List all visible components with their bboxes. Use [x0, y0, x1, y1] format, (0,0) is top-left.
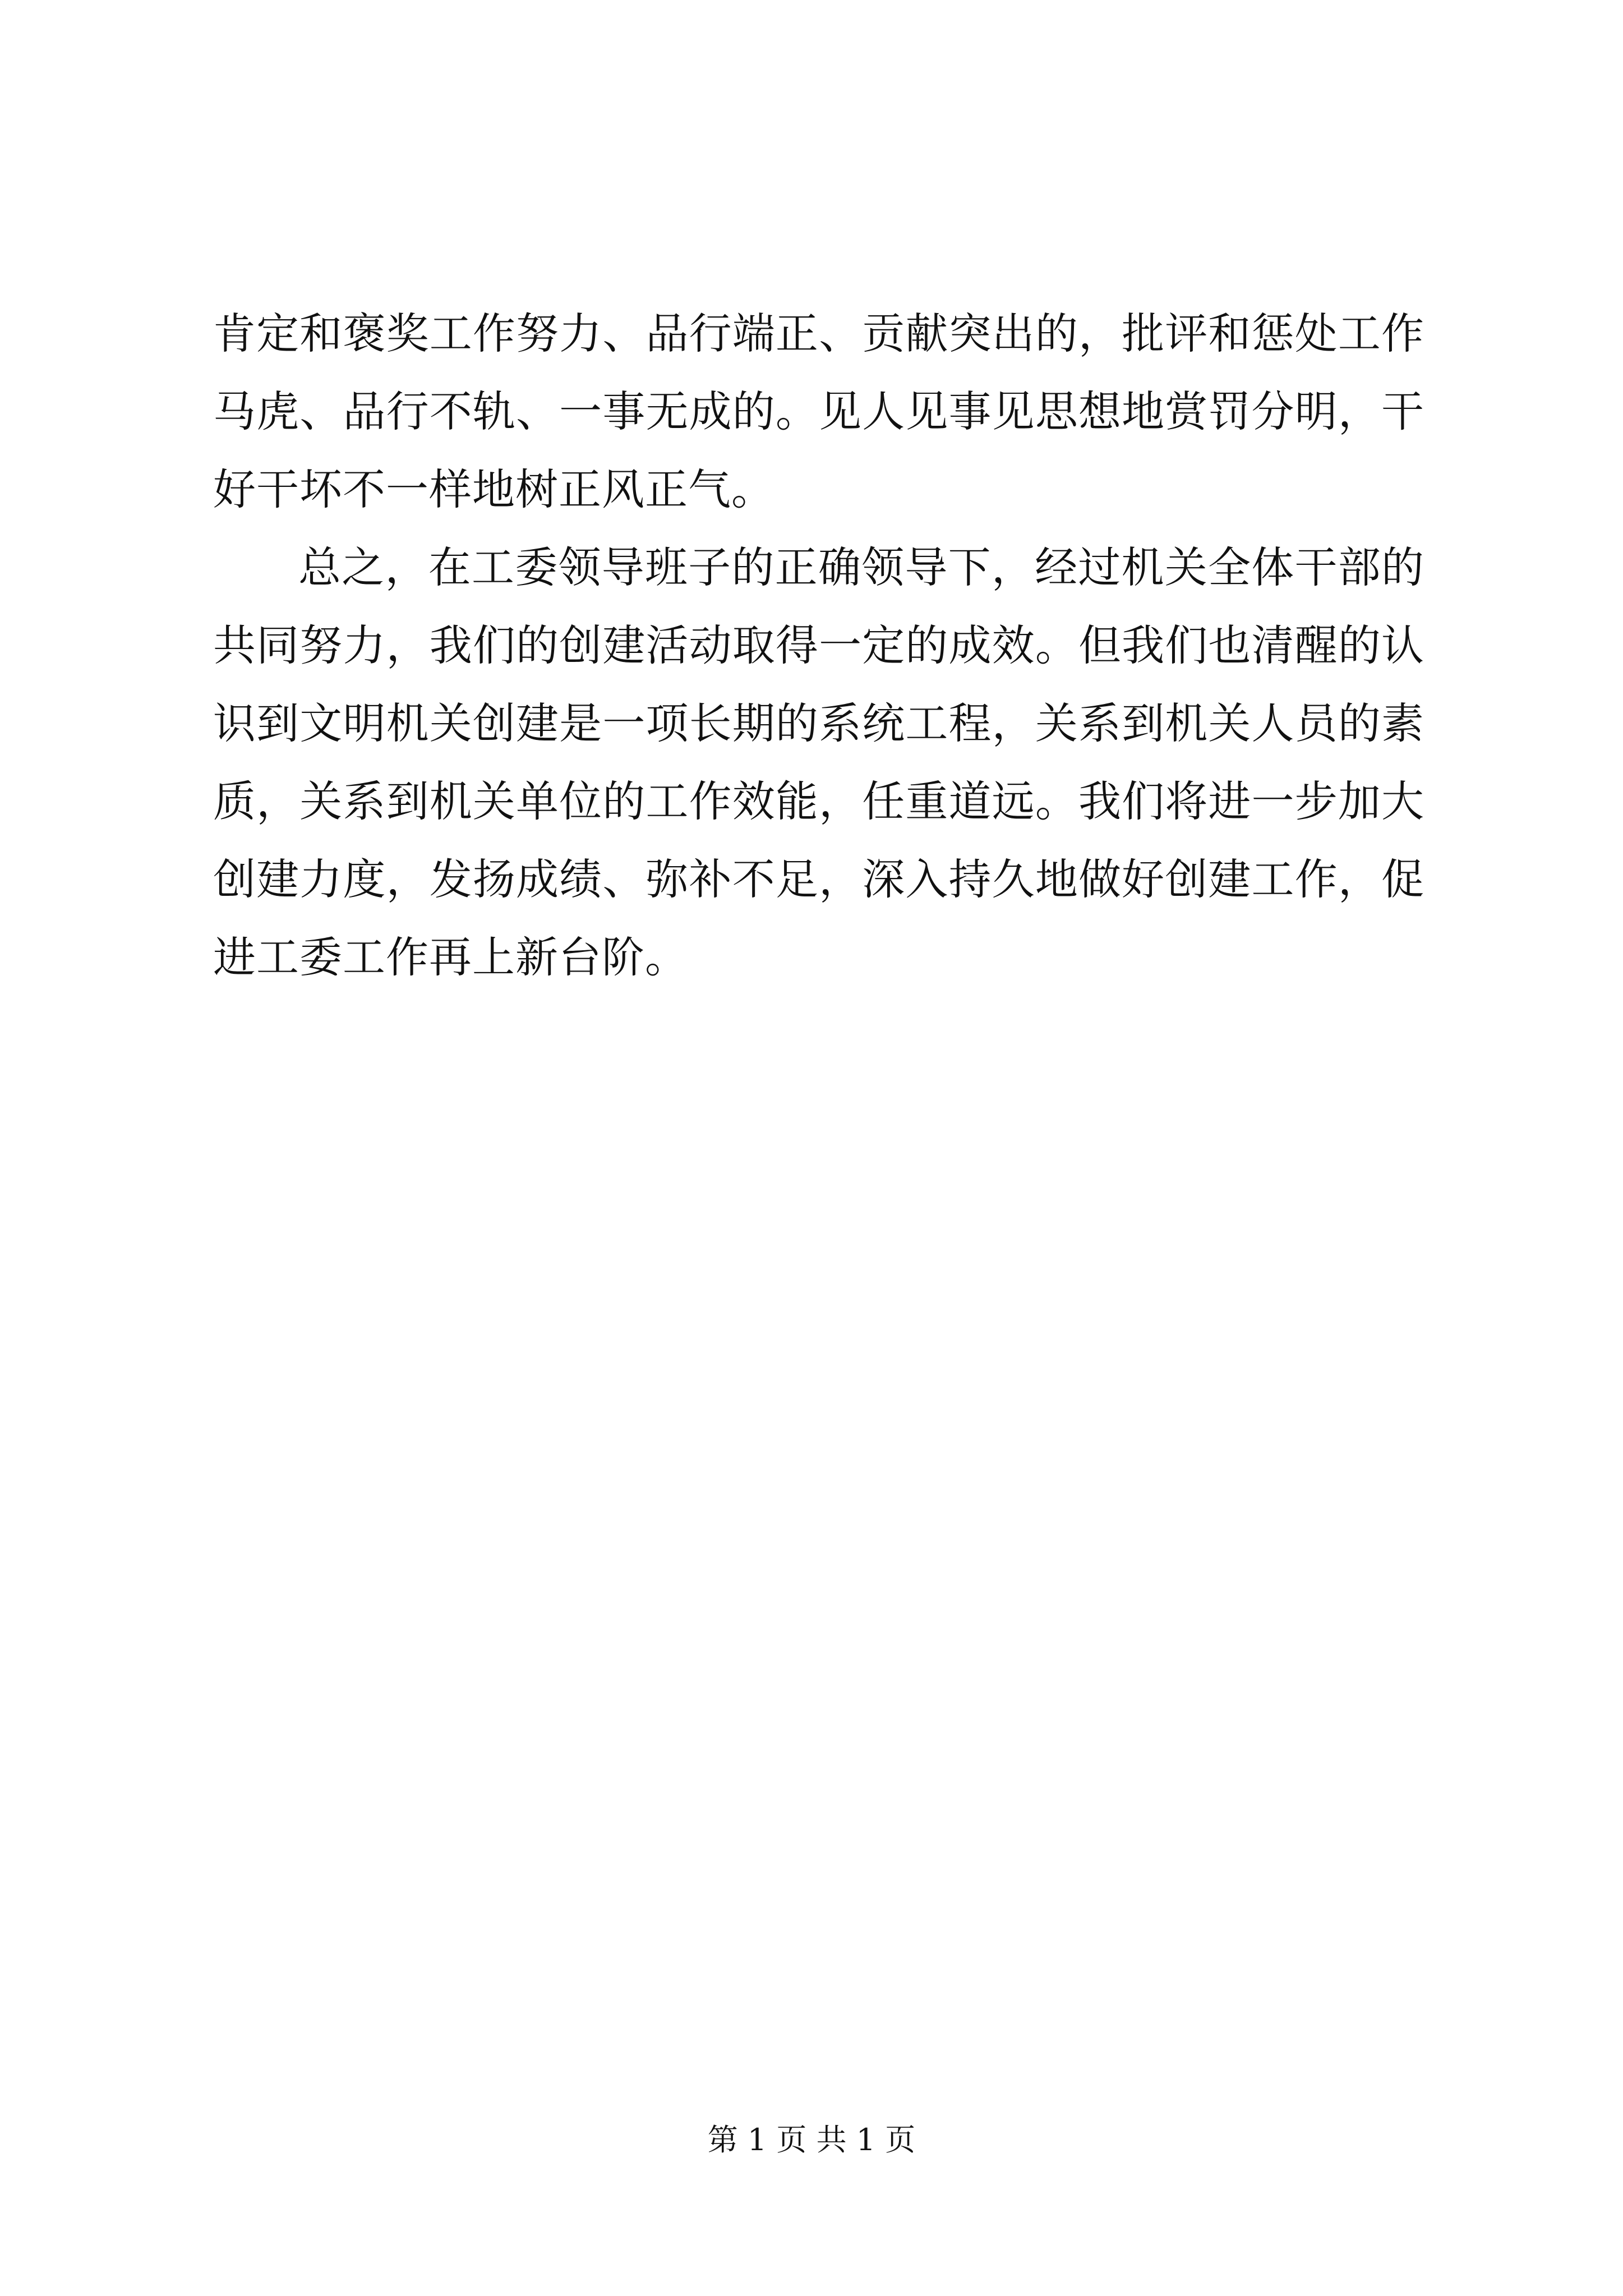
- page-footer: 第 1 页 共 1 页: [707, 2122, 916, 2157]
- paragraph-1: 肯定和褒奖工作努力、品行端正、贡献突出的，批评和惩处工作马虎、品行不轨、一事无成的。见人见事见思想地赏罚分明，干好干坏不一样地树正风正气。: [213, 309, 1424, 514]
- document-body: [213, 295, 1424, 996]
- paragraph-2: 总之，在工委领导班子的正确领导下，经过机关全体干部的共同努力，我们的创建活动取得一定的成效。但我们也清醒的认识到文明机关创建是一项长期的系统工程，关系到机关人员的素质，关系到机关单位的工作效能，任重道远。我们将进一步加大创建力度，发扬成绩、弥补不足，深入持久地做好创建工作，促进工委工作再上新台阶。: [213, 542, 1424, 982]
